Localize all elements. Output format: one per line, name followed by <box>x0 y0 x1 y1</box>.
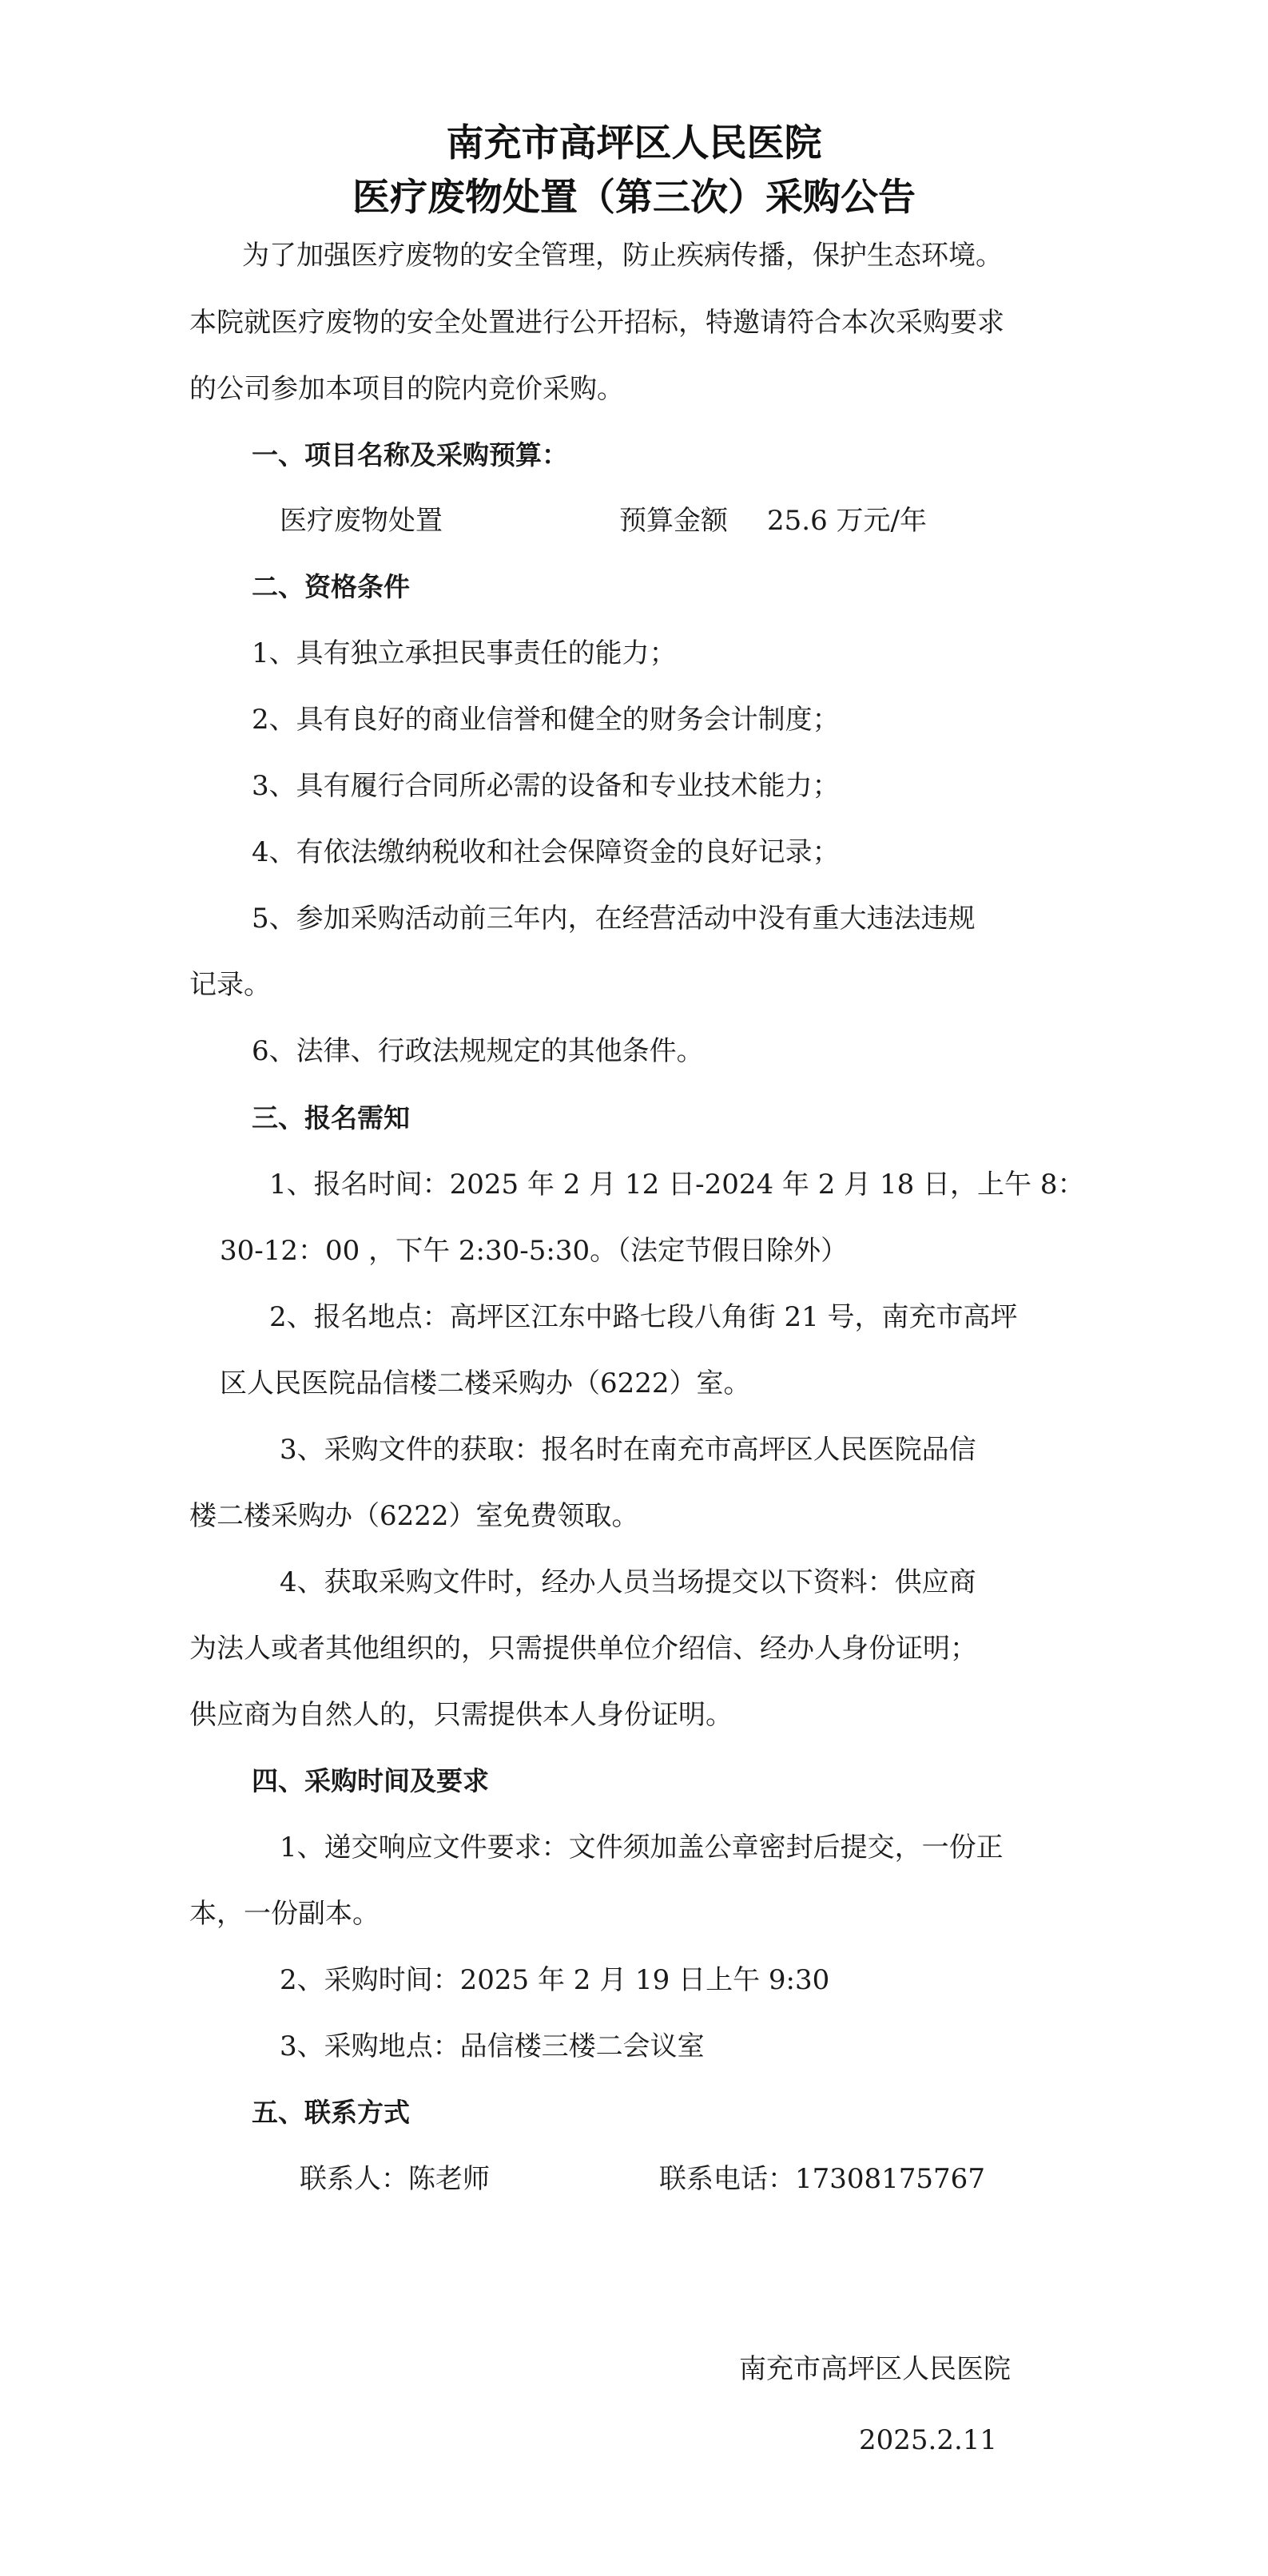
section4-heading: 四、采购时间及要求 <box>252 1765 489 1796</box>
registration-line-8: 为法人或者其他组织的，只需提供单位介绍信、经办人身份证明； <box>189 1633 977 1665</box>
footer-date: 2025.2.11 <box>859 2424 998 2456</box>
page-title-line1: 南充市高坪区人民医院 <box>446 121 822 165</box>
footer-organization: 南充市高坪区人民医院 <box>739 2353 1011 2385</box>
page-title-line2: 医疗废物处置（第三次）采购公告 <box>352 176 916 220</box>
budget-label: 预算金额 <box>619 505 728 537</box>
registration-line-4: 区人民医院品信楼二楼采购办（6222）室。 <box>220 1367 751 1399</box>
qualification-item-1: 1、具有独立承担民事责任的能力； <box>252 637 677 669</box>
registration-line-2: 30-12：00 ，下午 2:30-5:30。（法定节假日除外） <box>220 1235 849 1267</box>
qualification-item-2: 2、具有良好的商业信誉和健全的财务会计制度； <box>252 704 840 736</box>
project-item-name: 医疗废物处置 <box>280 505 443 537</box>
contact-phone: 联系电话：17308175767 <box>659 2163 985 2195</box>
procurement-line-2: 本，一份副本。 <box>189 1898 380 1930</box>
registration-line-9: 供应商为自然人的，只需提供本人身份证明。 <box>189 1699 733 1731</box>
section1-heading: 一、项目名称及采购预算： <box>252 439 568 470</box>
registration-line-1: 1、报名时间：2025 年 2 月 12 日-2024 年 2 月 18 日，上午 8： <box>269 1169 1085 1201</box>
qualification-item-4: 4、有依法缴纳税收和社会保障资金的良好记录； <box>252 836 840 868</box>
qualification-item-3: 3、具有履行合同所必需的设备和专业技术能力； <box>252 770 840 802</box>
qualification-item-5: 5、参加采购活动前三年内，在经营活动中没有重大违法违规 <box>252 903 976 935</box>
section2-heading: 二、资格条件 <box>252 571 410 602</box>
procurement-line-3: 2、采购时间：2025 年 2 月 19 日上午 9:30 <box>280 1964 830 1996</box>
qualification-item-6: 6、法律、行政法规规定的其他条件。 <box>252 1035 704 1067</box>
registration-line-7: 4、获取采购文件时，经办人员当场提交以下资料：供应商 <box>280 1566 976 1598</box>
procurement-line-1: 1、递交响应文件要求：文件须加盖公章密封后提交，一份正 <box>280 1832 1004 1864</box>
intro-line-1: 为了加强医疗废物的安全管理，防止疾病传播，保护生态环境。 <box>242 240 1003 272</box>
contact-person: 联系人：陈老师 <box>300 2163 490 2195</box>
registration-line-6: 楼二楼采购办（6222）室免费领取。 <box>189 1500 639 1532</box>
intro-line-3: 的公司参加本项目的院内竞价采购。 <box>189 373 624 405</box>
registration-line-5: 3、采购文件的获取：报名时在南充市高坪区人民医院品信 <box>280 1434 976 1466</box>
section5-heading: 五、联系方式 <box>252 2097 410 2128</box>
qualification-item-5-cont: 记录。 <box>189 969 271 1001</box>
budget-value: 25.6 万元/年 <box>767 505 927 537</box>
registration-line-3: 2、报名地点：高坪区江东中路七段八角街 21 号，南充市高坪 <box>269 1301 1018 1333</box>
procurement-line-4: 3、采购地点：品信楼三楼二会议室 <box>280 2030 705 2062</box>
intro-line-2: 本院就医疗废物的安全处置进行公开招标，特邀请符合本次采购要求 <box>189 307 1004 339</box>
section3-heading: 三、报名需知 <box>252 1102 410 1133</box>
